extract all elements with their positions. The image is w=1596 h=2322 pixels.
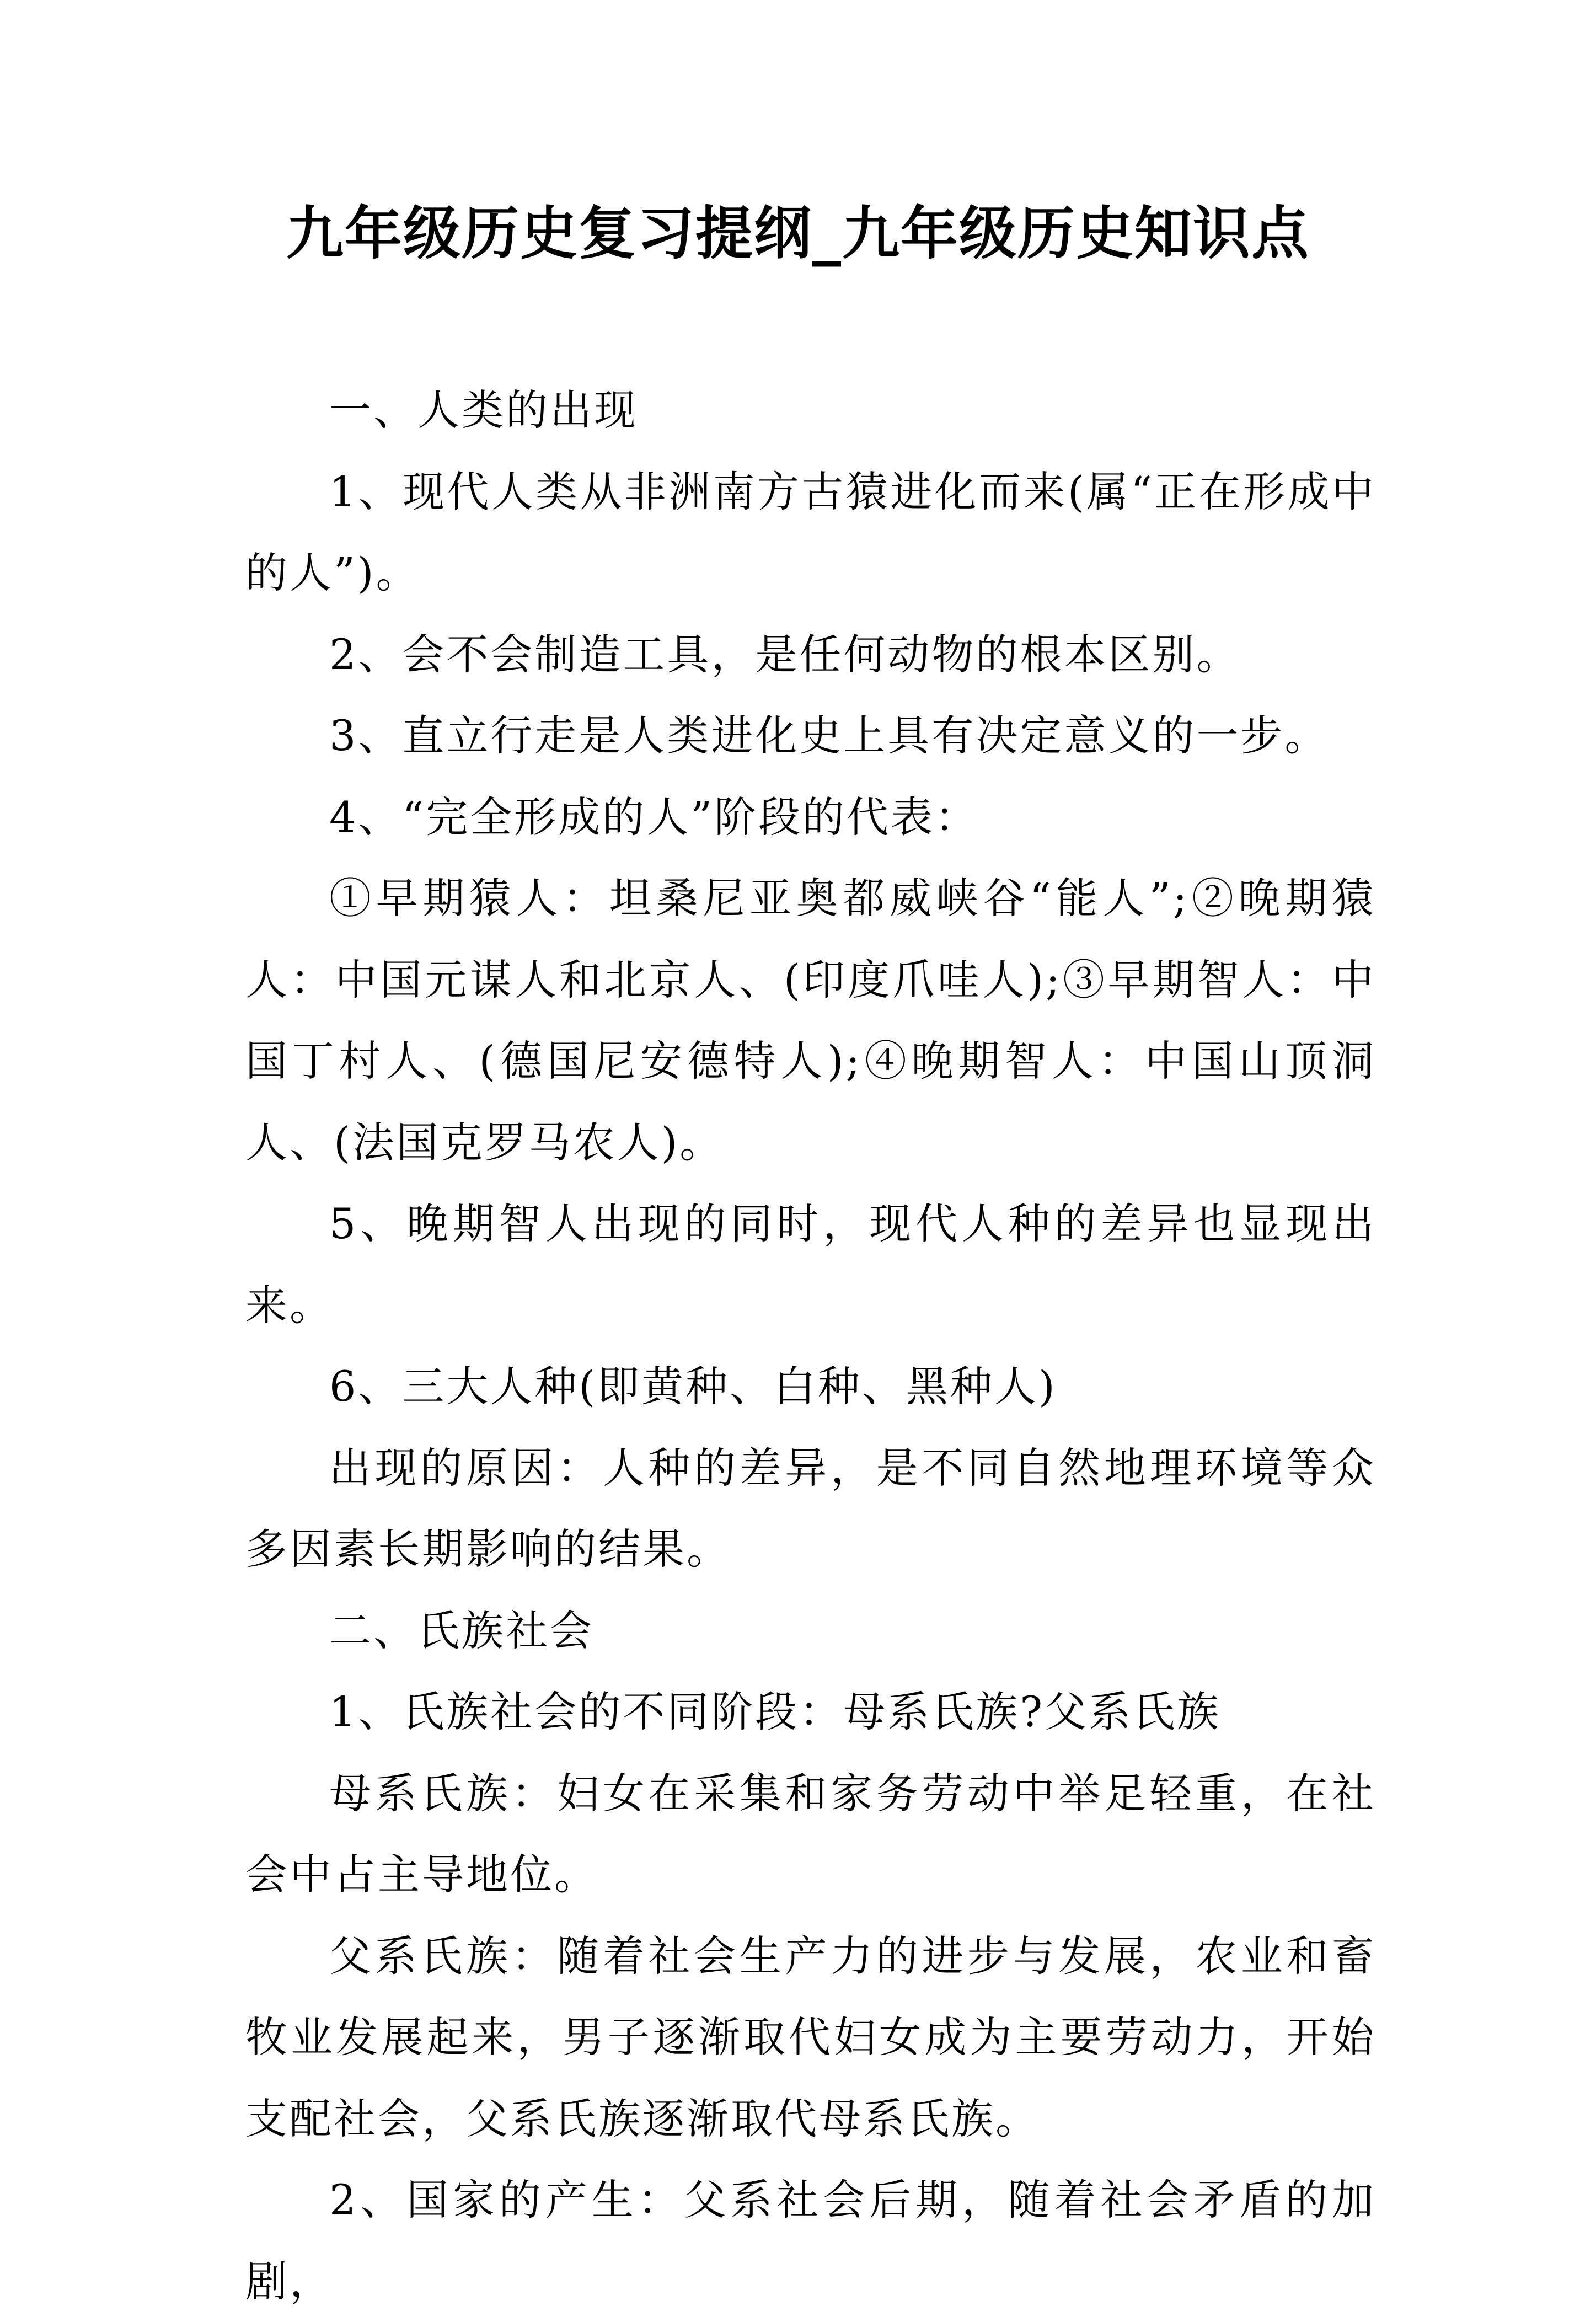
paragraph: 出现的原因：人种的差异，是不同自然地理环境等众多因素长期影响的结果。 xyxy=(245,1443,1376,1574)
section-heading-1: 一、人类的出现 xyxy=(329,386,638,435)
section-heading-2: 二、氏族社会 xyxy=(329,1606,594,1655)
paragraph: 4、“完全形成的人”阶段的代表： xyxy=(329,792,979,842)
paragraph: 2、会不会制造工具，是任何动物的根本区别。 xyxy=(329,629,1241,679)
paragraph: 6、三大人种(即黄种、白种、黑种人) xyxy=(329,1362,1057,1411)
document-title: 九年级历史复习提纲_九年级历史知识点 xyxy=(286,199,1310,267)
paragraph: 1、氏族社会的不同阶段：母系氏族?父系氏族 xyxy=(329,1687,1222,1736)
paragraph: 5、晚期智人出现的同时，现代人种的差异也显现出来。 xyxy=(245,1199,1376,1330)
paragraph: 2、国家的产生：父系社会后期，随着社会矛盾的加剧， xyxy=(245,2175,1376,2306)
paragraph: ①早期猿人：坦桑尼亚奥都威峡谷“能人”;②晚期猿人：中国元谋人和北京人、(印度爪哇人);③早期智人：中国丁村人、(德国尼安德特人);④晚期智人：中国山顶洞人、(法国克罗马农人)。 xyxy=(245,874,1376,1167)
paragraph: 3、直立行走是人类进化史上具有决定意义的一步。 xyxy=(329,711,1329,760)
paragraph: 母系氏族：妇女在采集和家务劳动中举足轻重，在社会中占主导地位。 xyxy=(245,1768,1376,1899)
document-body xyxy=(245,370,1376,2322)
paragraph: 1、现代人类从非洲南方古猿进化而来(属“正在形成中的人”)。 xyxy=(245,467,1376,597)
paragraph: 父系氏族：随着社会生产力的进步与发展，农业和畜牧业发展起来，男子逐渐取代妇女成为主要劳动力，开始支配社会，父系氏族逐渐取代母系氏族。 xyxy=(245,1931,1376,2143)
